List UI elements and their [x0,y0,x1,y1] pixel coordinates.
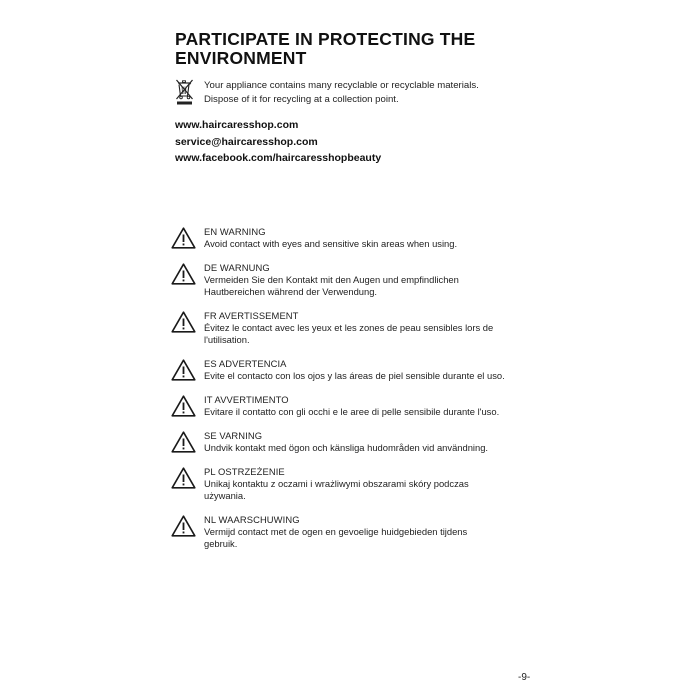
warning-text: używania. [204,490,246,501]
warning-text: Avoid contact with eyes and sensitive skin areas when using. [204,238,458,249]
recycling-text-line-1: Your appliance contains many recyclable or recyclable materials. [204,80,479,91]
warning-text: l'utilisation. [204,334,250,345]
warning-text: Vermeiden Sie den Kontakt mit den Augen und empfindlichen [204,274,459,285]
contact-links [175,117,475,167]
warning-heading: NL WAARSCHUWING [204,514,300,525]
warning-text: Hautbereichen während der Verwendung. [204,286,378,297]
warning-triangle-icon [171,515,196,537]
website-link[interactable]: www.haircaresshop.com [175,119,299,131]
facebook-link[interactable]: www.facebook.com/haircaresshopbeauty [175,152,382,164]
warning-heading: IT AVVERTIMENTO [204,394,289,405]
warning-text: Unikaj kontaktu z oczami i wrażliwymi obszarami skóry podczas [204,478,469,489]
warning-triangle-icon [171,395,196,417]
warning-heading: FR AVERTISSEMENT [204,310,299,321]
warning-triangle-icon [171,263,196,285]
page-number: -9- [518,672,531,683]
page-title-line-1: PARTICIPATE IN PROTECTING THE [175,29,476,49]
warning-heading: DE WARNUNG [204,262,270,273]
page-title-line-2: ENVIRONMENT [175,48,307,68]
warning-text: Evitare il contatto con gli occhi e le aree di pelle sensibile durante l'uso. [204,406,500,417]
warning-triangle-icon [171,359,196,381]
page-title [175,30,615,68]
warning-triangle-icon [171,311,196,333]
warning-text: Évitez le contact avec les yeux et les zones de peau sensibles lors de [204,322,494,333]
warning-heading: SE VARNING [204,430,263,441]
recycling-text-line-2: Dispose of it for recycling at a collection point. [204,94,399,105]
warning-text: gebruik. [204,538,238,549]
email-link[interactable]: service@haircaresshop.com [175,135,318,148]
recycling-text [204,79,524,107]
crossed-out-wheelie-bin-icon [175,77,195,106]
warning-heading: EN WARNING [204,226,266,237]
warning-heading: PL OSTRZEŻENIE [204,466,285,477]
warning-text: Evite el contacto con los ojos y las áreas de piel sensible durante el uso. [204,370,505,381]
warning-text: Vermijd contact met de ogen en gevoelige huidgebieden tijdens [204,526,468,537]
warning-heading: ES ADVERTENCIA [204,358,287,369]
warning-text: Undvik kontakt med ögon och känsliga hudområden vid användning. [204,442,489,453]
warning-triangle-icon [171,227,196,249]
warning-triangle-icon [171,467,196,489]
warning-triangle-icon [171,431,196,453]
